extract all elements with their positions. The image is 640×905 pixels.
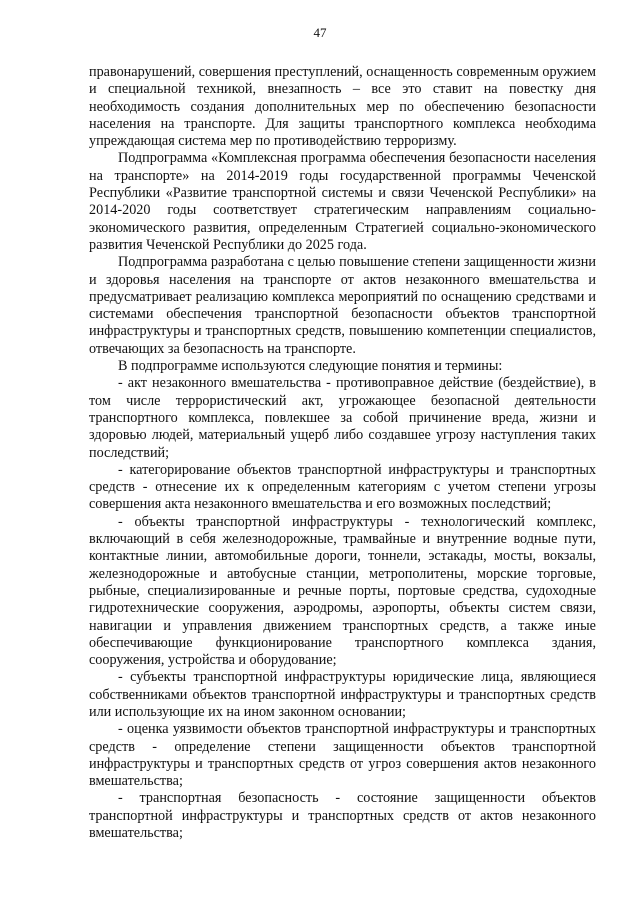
paragraph: Подпрограмма разработана с целью повышение степени защищенности жизни и здоровья населения на транспорте от актов незаконного вмешательства и предусматривает реализацию комплекса мероприятий по оснащению средствами и системами обеспечения транспортной безопасности объектов транспортной инфраструктуры и транспортных средств, повышению компетенции специалистов, отвечающих за безопасность на транспорте. bbox=[89, 254, 596, 357]
definition-item: - транспортная безопасность - состояние защищенности объектов транспортной инфраструктуры и транспортных средств от актов незаконного вмешательства; bbox=[89, 790, 596, 842]
paragraph: правонарушений, совершения преступлений, оснащенность современным оружием и специальной техникой, внезапность – все это ставит на повестку дня необходимость создания дополнительных мер по обеспечению безопасности населения на транспорте. Для защиты транспортного комплекса необходима упреждающая система мер по противодействию терроризму. bbox=[89, 64, 596, 150]
page-body bbox=[89, 64, 596, 842]
definition-item: - категорирование объектов транспортной инфраструктуры и транспортных средств - отнесение их к определенным категориям с учетом степени угрозы совершения акта незаконного вмешательства и его возможных последствий; bbox=[89, 461, 596, 513]
paragraph: В подпрограмме используются следующие понятия и термины: bbox=[118, 358, 503, 375]
definition-item: - объекты транспортной инфраструктуры - технологический комплекс, включающий в себя железнодорожные, трамвайные и внутренние водные пути, контактные линии, автомобильные дороги, тоннели, эстакады, мосты, вокзалы, железнодорожные и автобусные станции, метрополитены, морские торговые, рыбные, специализированные и речные порты, портовые средства, судоходные гидротехнические сооружения, аэродромы, аэропорты, объекты систем связи, навигации и управления движением транспортных средств, а также иные обеспечивающие функционирование транспортного комплекса здания, сооружения, устройства и оборудование; bbox=[89, 513, 596, 669]
definition-item: - оценка уязвимости объектов транспортной инфраструктуры и транспортных средств - определение степени защищенности объектов транспортной инфраструктуры и транспортных средств от угроз совершения актов незаконного вмешательства; bbox=[89, 721, 596, 790]
paragraph: Подпрограмма «Комплексная программа обеспечения безопасности населения на транспорте» на 2014-2019 годы государственной программы Чеченской Республики «Развитие транспортной системы и связи Чеченской Республики» на 2014-2020 годы соответствует стратегическим направлениям социально-экономического развития, определенным Стратегией социально-экономического развития Чеченской Республики до 2025 года. bbox=[89, 150, 596, 253]
page-number: 47 bbox=[313, 25, 327, 40]
definition-item: - акт незаконного вмешательства - противоправное действие (бездействие), в том числе террористический акт, угрожающее безопасной деятельности транспортного комплекса, повлекшее за собой причинение вреда, жизни и здоровью людей, материальный ущерб либо создавшее угрозу наступления таких последствий; bbox=[89, 375, 596, 461]
definition-item: - субъекты транспортной инфраструктуры юридические лица, являющиеся собственниками объектов транспортной инфраструктуры и транспортных средств или использующие их на ином законном основании; bbox=[89, 669, 596, 720]
